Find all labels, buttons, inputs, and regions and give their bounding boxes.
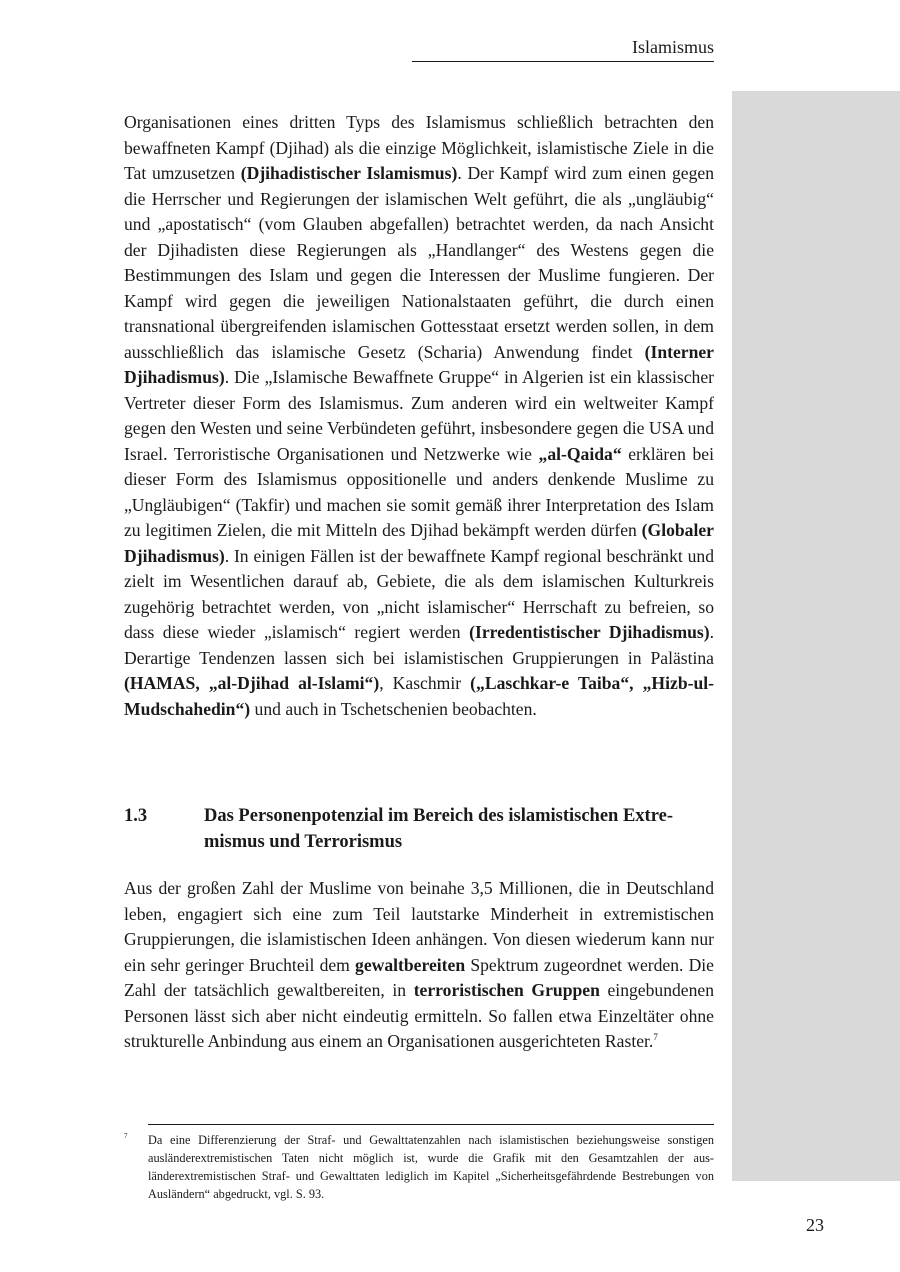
- bold-term: gewaltbereiten: [355, 954, 466, 975]
- page-number: 23: [806, 1215, 824, 1235]
- text-segment: , Kaschmir: [379, 673, 471, 693]
- footnote-reference: 7: [653, 1032, 658, 1043]
- bold-term: („Laschkar-e Taiba“, „Hizb-ul-Mudschahedin“): [124, 673, 714, 719]
- footnote-mark: 7: [124, 1132, 128, 1140]
- footnote-divider: [148, 1124, 714, 1125]
- text-segment: . In einigen Fällen ist der bewaffnete Kampf regional beschränkt und zielt im Wesentlichen darauf ab, Gebiete, die als dem islamischen Kulturkreis zugehörig betrachtet werden, von „nicht islamischer“ Herrschaft zu befreien, so dass diese wieder „islamisch“ regiert werden: [124, 545, 714, 642]
- text-segment: Aus der großen Zahl der Muslime von beinahe 3,5 Millionen, die in Deutschland leben, engagiert sich eine zum Teil lautstarke Minderheit in extremistischen Gruppierungen, die islamistischen Ideen anhängen. Von diesen wiederum kann nur ein sehr geringer Bruchteil dem: [124, 878, 714, 975]
- bold-term: „al-Qaida“: [538, 443, 622, 464]
- margin-grey-bar: [732, 91, 900, 1181]
- running-header: Islamismus: [412, 36, 714, 62]
- text-segment: . Die „Islamische Bewaffnete Gruppe“ in Algerien ist ein klassischer Vertreter dieser Form des Islamismus. Zum anderen wird ein weltweiter Kampf gegen den Westen und seine Verbündeten geführt, insbesondere gegen die USA und Israel. Terroristische Organisationen und Netzwerke wie: [124, 367, 714, 464]
- bold-term: (Interner Djihadismus): [124, 341, 714, 387]
- footnote-text: Da eine Differenzierung der Straf- und Gewalttatenzahlen nach islamistischen beziehungsweise sonstigen ausländerextremistischen Taten nicht möglich ist, wurde die Grafik mit den Gesamtzahlen der ausländerextremistischen Straf- und Gewalttaten lediglich im Kapitel „Sicherheitsgefährdende Bestrebungen von Ausländern“ abgedruckt, vgl. S. 93.: [148, 1133, 714, 1201]
- bold-term: (Irredentistischer Djihadismus): [469, 622, 710, 642]
- bold-term: (HAMAS, „al-Djihad al-Islami“): [124, 673, 380, 693]
- text-segment: und auch in Tschetschenien beobachten.: [250, 698, 537, 719]
- text-segment: Organisationen eines dritten Typs des Islamismus schließlich betrachten den bewaffneten Kampf (Djihad) als die einzige Möglichkeit, islamistische Ziele in die Tat umzusetzen: [124, 112, 714, 183]
- text-segment: erklären bei dieser Form des Islamismus oppositionelle und anders denkende Muslime zu „Ungläubigen“ (Takfir) und machen sie somit gemäß ihrer Interpretation des Islam zu legitimen Zielen, die mit Mitteln des Djihad bekämpft werden dürfen: [124, 443, 714, 540]
- text-segment: Spektrum zugeordnet werden. Die Zahl der tatsächlich gewaltbereiten, in: [124, 954, 714, 1000]
- section-number: 1.3: [124, 806, 148, 826]
- text-segment: eingebundenen Personen lässt sich aber nicht eindeutig ermitteln. So fallen etwa Einzeltäter ohne strukturelle Anbindung aus einem an Organisationen ausgerichteten Raster.: [124, 980, 715, 1051]
- body-paragraph-2: [124, 876, 714, 1055]
- text-segment: . Derartige Tendenzen lassen sich bei islamistischen Gruppierungen in Palästina: [124, 622, 715, 668]
- bold-term: (Globaler Djihadismus): [124, 520, 714, 566]
- footnote: [124, 1131, 714, 1203]
- text-segment: . Der Kampf wird zum einen gegen die Herrscher und Regierungen der islamischen Welt geführt, die als „ungläubig“ und „apostatisch“ (vom Glauben abgefallen) betrachtet werden, da nach Ansicht der Djihadisten diese Regierungen als „Handlanger“ des Westens gegen die Bestimmungen des Islam und gegen die Interessen der Muslime fungieren. Der Kampf wird gegen die jeweiligen Nationalstaaten geführt, die durch einen transnational übergreifenden islamischen Gottesstaat ersetzt werden sollen, in dem ausschließlich das islamische Gesetz (Scharia) Anwendung findet: [124, 163, 715, 362]
- bold-term: terroristischen Gruppen: [413, 980, 600, 1000]
- bold-term: (Djihadistischer Islamismus): [240, 163, 458, 183]
- body-paragraph-1: [124, 110, 714, 722]
- section-title: Das Personenpotenzial im Bereich des islamistischen Extremismus und Terrorismus: [204, 806, 673, 852]
